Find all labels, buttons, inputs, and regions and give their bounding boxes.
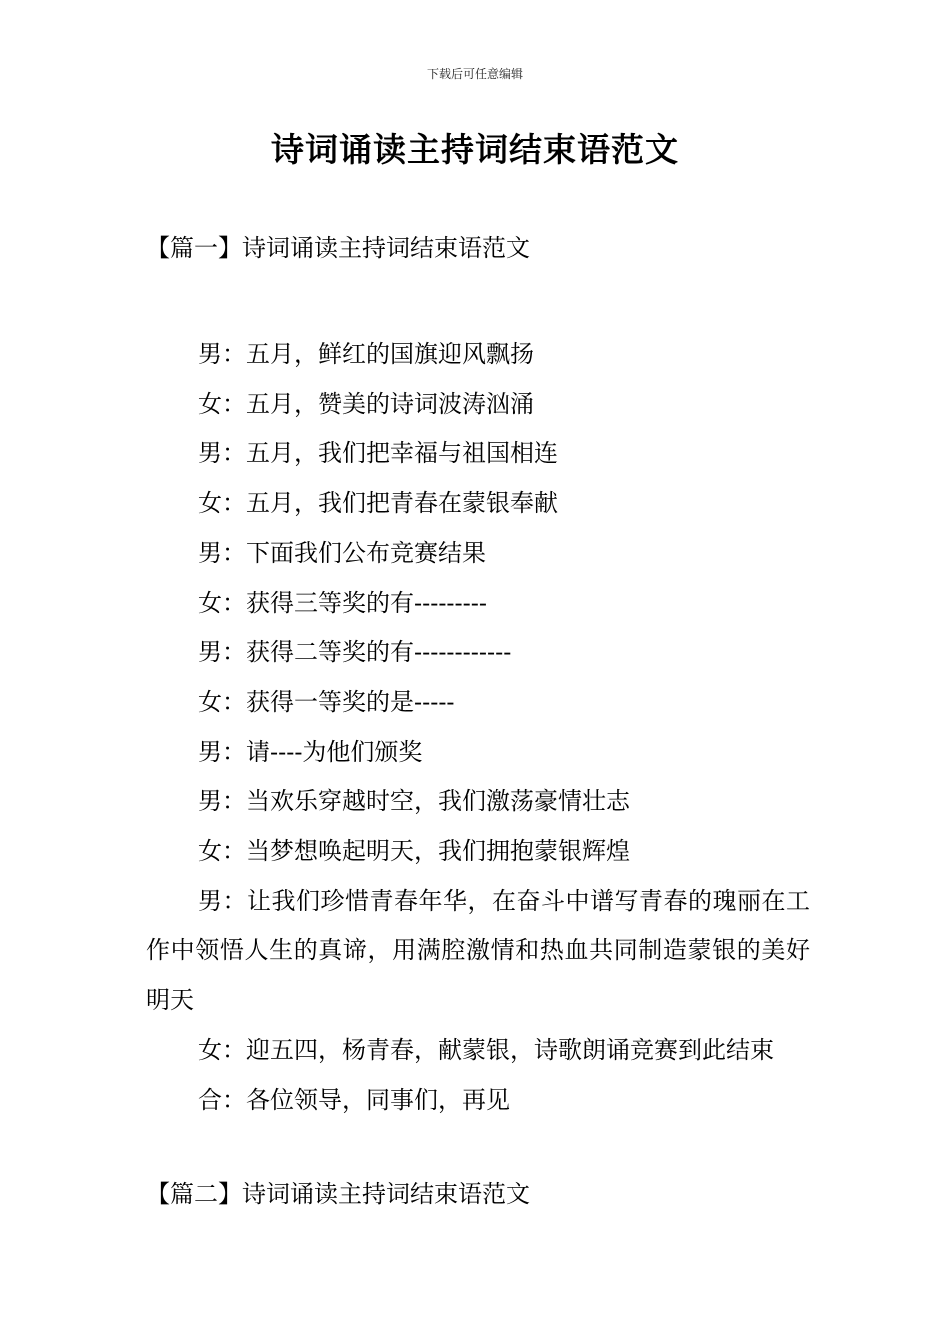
header-note: 下载后可任意编辑 [426, 67, 523, 81]
document-title: 诗词诵读主持词结束语范文 [271, 130, 679, 169]
dialogue-line: 男：获得二等奖的有------------ [198, 638, 512, 667]
dialogue-line: 女：五月，赞美的诗词波涛汹涌 [198, 389, 534, 418]
section-two-heading: 【篇二】诗词诵读主持词结束语范文 [146, 1180, 530, 1208]
dialogue-line: 男：下面我们公布竞赛结果 [198, 538, 486, 567]
dialogue-line: 男：五月，我们把幸福与祖国相连 [198, 439, 558, 468]
dialogue-line: 女：获得三等奖的有--------- [198, 588, 487, 617]
dialogue-line: 女：五月，我们把青春在蒙银奉献 [198, 489, 558, 518]
dialogue-line: 男：当欢乐穿越时空，我们激荡豪情壮志 [198, 787, 630, 816]
section-one-heading: 【篇一】诗词诵读主持词结束语范文 [146, 234, 530, 262]
dialogue-line: 男：让我们珍惜青春年华，在奋斗中谱写青春的瑰丽在工作中领悟人生的真谛，用满腔激情和热血共同制造蒙银的美好明天 [146, 886, 810, 1015]
dialogue-line: 合：各位领导，同事们，再见 [198, 1085, 510, 1114]
dialogue-line: 女：迎五四，杨青春，献蒙银，诗歌朗诵竞赛到此结束 [198, 1035, 774, 1064]
dialogue-line: 男：五月，鲜红的国旗迎风飘扬 [198, 340, 534, 368]
dialogue-line: 女：当梦想唤起明天，我们拥抱蒙银辉煌 [198, 837, 630, 866]
document-body [146, 330, 810, 1125]
dialogue-line: 女：获得一等奖的是----- [198, 687, 455, 716]
dialogue-line: 男：请----为他们颁奖 [198, 737, 423, 766]
